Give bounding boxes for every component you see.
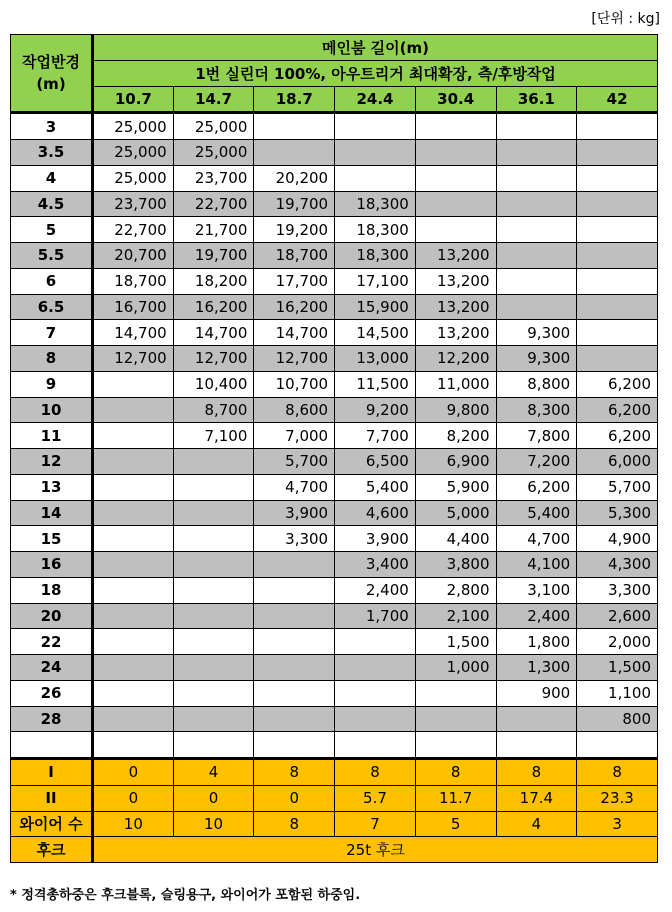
load-cell [415, 680, 496, 706]
load-cell: 7,000 [254, 423, 335, 449]
load-cell: 18,300 [335, 217, 416, 243]
load-cell: 5,400 [496, 500, 577, 526]
load-cell [93, 449, 174, 475]
radius-cell: 3.5 [11, 140, 93, 166]
table-row [11, 552, 658, 578]
load-cell: 6,200 [577, 397, 658, 423]
footer-cell: 3 [577, 811, 658, 837]
load-cell [415, 191, 496, 217]
table-row [11, 346, 658, 372]
load-cell [335, 629, 416, 655]
load-cell [254, 113, 335, 140]
load-cell [415, 140, 496, 166]
load-cell [577, 320, 658, 346]
load-cell: 23,700 [93, 191, 174, 217]
load-cell: 4,600 [335, 500, 416, 526]
load-cell: 7,200 [496, 449, 577, 475]
table-row [11, 423, 658, 449]
load-cell: 2,400 [496, 603, 577, 629]
load-cell: 18,700 [254, 243, 335, 269]
load-cell [496, 165, 577, 191]
load-cell [577, 140, 658, 166]
load-cell: 19,200 [254, 217, 335, 243]
table-row [11, 268, 658, 294]
load-cell: 11,500 [335, 371, 416, 397]
hook-value: 25t 후크 [93, 837, 658, 863]
radius-cell: 9 [11, 371, 93, 397]
load-cell [173, 577, 254, 603]
radius-cell: 6 [11, 268, 93, 294]
load-cell: 14,500 [335, 320, 416, 346]
footer-row [11, 759, 658, 786]
load-cell [496, 191, 577, 217]
load-cell: 5,900 [415, 474, 496, 500]
load-cell [93, 500, 174, 526]
table-row [11, 732, 658, 759]
load-cell: 3,300 [254, 526, 335, 552]
load-cell: 3,300 [577, 577, 658, 603]
load-cell: 800 [577, 706, 658, 732]
boom-length-header: 30.4 [415, 86, 496, 113]
radius-cell: 15 [11, 526, 93, 552]
load-cell [254, 552, 335, 578]
load-cell: 18,200 [173, 268, 254, 294]
table-row [11, 217, 658, 243]
boom-length-header: 18.7 [254, 86, 335, 113]
load-cell [577, 346, 658, 372]
load-cell [415, 732, 496, 759]
load-cell: 23,700 [173, 165, 254, 191]
footer-row [11, 811, 658, 837]
load-cell: 14,700 [254, 320, 335, 346]
load-cell: 3,400 [335, 552, 416, 578]
radius-cell: 3 [11, 113, 93, 140]
load-cell: 12,700 [254, 346, 335, 372]
load-cell [415, 113, 496, 140]
load-cell [577, 732, 658, 759]
load-cell [496, 732, 577, 759]
hook-row [11, 837, 658, 863]
load-cell [93, 655, 174, 681]
table-row [11, 165, 658, 191]
header-title: 메인붐 길이(m) [93, 35, 658, 61]
load-cell: 9,300 [496, 346, 577, 372]
load-cell: 12,200 [415, 346, 496, 372]
load-cell [254, 577, 335, 603]
load-cell [173, 655, 254, 681]
load-cell [496, 140, 577, 166]
load-cell: 25,000 [173, 113, 254, 140]
load-cell [173, 526, 254, 552]
load-cell: 4,700 [496, 526, 577, 552]
load-cell: 13,200 [415, 243, 496, 269]
load-cell [93, 423, 174, 449]
load-cell [335, 680, 416, 706]
load-cell: 6,200 [496, 474, 577, 500]
load-cell: 1,100 [577, 680, 658, 706]
table-row [11, 294, 658, 320]
load-cell: 6,900 [415, 449, 496, 475]
corner-label-line1: 작업반경 [22, 53, 80, 72]
load-cell: 1,000 [415, 655, 496, 681]
load-cell [254, 732, 335, 759]
load-cell: 13,200 [415, 294, 496, 320]
load-cell [173, 552, 254, 578]
radius-cell: 20 [11, 603, 93, 629]
load-cell: 4,100 [496, 552, 577, 578]
load-cell: 22,700 [173, 191, 254, 217]
footer-cell: 10 [93, 811, 174, 837]
load-cell: 1,500 [415, 629, 496, 655]
load-cell: 9,300 [496, 320, 577, 346]
load-cell: 4,700 [254, 474, 335, 500]
radius-cell: 5 [11, 217, 93, 243]
load-cell: 4,400 [415, 526, 496, 552]
radius-cell: 14 [11, 500, 93, 526]
boom-length-header: 14.7 [173, 86, 254, 113]
load-cell [93, 552, 174, 578]
footer-cell: 23.3 [577, 785, 658, 811]
load-cell [335, 732, 416, 759]
footer-cell: 8 [496, 759, 577, 786]
load-cell: 4,900 [577, 526, 658, 552]
load-cell: 25,000 [93, 140, 174, 166]
table-row [11, 680, 658, 706]
load-cell: 16,200 [254, 294, 335, 320]
footer-cell: 5 [415, 811, 496, 837]
load-cell: 900 [496, 680, 577, 706]
boom-length-row [11, 86, 658, 113]
load-cell: 15,900 [335, 294, 416, 320]
load-cell: 1,300 [496, 655, 577, 681]
radius-cell: 13 [11, 474, 93, 500]
footer-cell: 0 [254, 785, 335, 811]
load-cell [93, 577, 174, 603]
load-cell: 10,700 [254, 371, 335, 397]
table-row [11, 449, 658, 475]
footer-cell: 8 [254, 811, 335, 837]
load-cell: 1,500 [577, 655, 658, 681]
footer-row [11, 785, 658, 811]
load-cell: 12,700 [173, 346, 254, 372]
load-cell: 8,700 [173, 397, 254, 423]
load-cell [335, 113, 416, 140]
load-cell: 14,700 [173, 320, 254, 346]
load-cell [93, 397, 174, 423]
load-cell [577, 217, 658, 243]
load-cell: 5,400 [335, 474, 416, 500]
load-cell: 6,000 [577, 449, 658, 475]
load-cell: 9,800 [415, 397, 496, 423]
load-cell: 9,200 [335, 397, 416, 423]
load-cell: 19,700 [254, 191, 335, 217]
radius-cell: 8 [11, 346, 93, 372]
load-cell: 3,800 [415, 552, 496, 578]
load-cell: 18,300 [335, 243, 416, 269]
load-cell: 3,900 [254, 500, 335, 526]
load-cell [173, 449, 254, 475]
load-cell [496, 706, 577, 732]
load-cell: 6,200 [577, 371, 658, 397]
load-cell [415, 165, 496, 191]
footer-cell: 5.7 [335, 785, 416, 811]
load-cell: 6,500 [335, 449, 416, 475]
radius-cell: 28 [11, 706, 93, 732]
load-cell: 13,200 [415, 268, 496, 294]
load-cell: 17,700 [254, 268, 335, 294]
load-cell: 10,400 [173, 371, 254, 397]
load-cell: 2,100 [415, 603, 496, 629]
load-cell: 21,700 [173, 217, 254, 243]
load-cell: 7,800 [496, 423, 577, 449]
load-cell: 20,700 [93, 243, 174, 269]
load-cell: 5,700 [254, 449, 335, 475]
load-cell: 14,700 [93, 320, 174, 346]
table-row [11, 500, 658, 526]
load-cell [93, 474, 174, 500]
load-cell: 5,000 [415, 500, 496, 526]
load-cell: 8,800 [496, 371, 577, 397]
footer-cell: 4 [496, 811, 577, 837]
load-cell: 1,700 [335, 603, 416, 629]
load-cell: 25,000 [173, 140, 254, 166]
load-cell [254, 655, 335, 681]
load-cell: 13,200 [415, 320, 496, 346]
load-cell [415, 217, 496, 243]
footer-label: 와이어 수 [11, 811, 93, 837]
footer-label: II [11, 785, 93, 811]
table-row [11, 243, 658, 269]
load-cell: 8,200 [415, 423, 496, 449]
load-cell [93, 732, 174, 759]
boom-length-header: 24.4 [335, 86, 416, 113]
load-cell [173, 680, 254, 706]
radius-cell: 18 [11, 577, 93, 603]
load-cell: 16,700 [93, 294, 174, 320]
footer-cell: 8 [577, 759, 658, 786]
load-cell [93, 371, 174, 397]
load-cell [335, 655, 416, 681]
radius-cell: 24 [11, 655, 93, 681]
footer-cell: 8 [415, 759, 496, 786]
footer-cell: 4 [173, 759, 254, 786]
load-cell [577, 113, 658, 140]
footer-cell: 0 [93, 785, 174, 811]
table-row [11, 474, 658, 500]
load-cell [254, 140, 335, 166]
load-cell: 2,800 [415, 577, 496, 603]
load-cell: 2,400 [335, 577, 416, 603]
load-cell: 8,600 [254, 397, 335, 423]
footer-cell: 0 [173, 785, 254, 811]
load-cell: 22,700 [93, 217, 174, 243]
table-row [11, 320, 658, 346]
corner-label-line2: (m) [36, 75, 66, 94]
unit-label: [단위 : kg] [591, 11, 660, 27]
radius-cell: 4 [11, 165, 93, 191]
table-row [11, 140, 658, 166]
load-cell [577, 294, 658, 320]
footer-cell: 10 [173, 811, 254, 837]
table-row [11, 706, 658, 732]
load-cell: 25,000 [93, 165, 174, 191]
table-row [11, 526, 658, 552]
load-cell [254, 706, 335, 732]
load-cell: 8,300 [496, 397, 577, 423]
load-cell [173, 732, 254, 759]
table-row [11, 191, 658, 217]
radius-cell: 7 [11, 320, 93, 346]
load-cell [496, 113, 577, 140]
load-cell [577, 165, 658, 191]
load-cell [173, 603, 254, 629]
load-cell [335, 140, 416, 166]
table-row [11, 397, 658, 423]
load-cell [335, 706, 416, 732]
hook-label: 후크 [11, 837, 93, 863]
footer-cell: 7 [335, 811, 416, 837]
load-chart-table [10, 34, 658, 863]
radius-cell: 6.5 [11, 294, 93, 320]
radius-cell: 10 [11, 397, 93, 423]
radius-cell: 5.5 [11, 243, 93, 269]
load-cell [496, 243, 577, 269]
load-cell: 20,200 [254, 165, 335, 191]
footer-cell: 11.7 [415, 785, 496, 811]
load-cell: 3,100 [496, 577, 577, 603]
load-cell: 6,200 [577, 423, 658, 449]
footer-cell: 8 [335, 759, 416, 786]
load-cell [173, 474, 254, 500]
load-cell [93, 603, 174, 629]
load-cell [496, 268, 577, 294]
load-cell [415, 706, 496, 732]
table-row [11, 371, 658, 397]
radius-cell: 26 [11, 680, 93, 706]
load-cell [335, 165, 416, 191]
radius-cell: 4.5 [11, 191, 93, 217]
load-cell [173, 706, 254, 732]
load-cell: 5,700 [577, 474, 658, 500]
load-cell: 11,000 [415, 371, 496, 397]
boom-length-header: 10.7 [93, 86, 174, 113]
load-cell [254, 603, 335, 629]
boom-length-header: 42 [577, 86, 658, 113]
load-cell [496, 294, 577, 320]
table-row [11, 113, 658, 140]
header-subtitle: 1번 실린더 100%, 아우트리거 최대확장, 측/후방작업 [93, 60, 658, 86]
load-cell [173, 629, 254, 655]
load-cell [93, 680, 174, 706]
load-cell [173, 500, 254, 526]
load-cell: 5,300 [577, 500, 658, 526]
footer-cell: 17.4 [496, 785, 577, 811]
load-cell [254, 629, 335, 655]
table-row [11, 603, 658, 629]
table-row [11, 655, 658, 681]
footer-cell: 0 [93, 759, 174, 786]
load-cell [93, 706, 174, 732]
load-cell [254, 680, 335, 706]
radius-cell: 12 [11, 449, 93, 475]
load-cell: 18,700 [93, 268, 174, 294]
load-cell: 7,100 [173, 423, 254, 449]
footnote: * 정격총하중은 후크블록, 슬링용구, 와이어가 포함된 하중임. [10, 888, 361, 903]
load-cell [93, 526, 174, 552]
corner-header [11, 35, 93, 113]
load-cell [577, 268, 658, 294]
load-cell: 18,300 [335, 191, 416, 217]
radius-cell: 11 [11, 423, 93, 449]
load-cell: 19,700 [173, 243, 254, 269]
radius-cell: 16 [11, 552, 93, 578]
table-row [11, 629, 658, 655]
load-cell: 25,000 [93, 113, 174, 140]
load-cell: 1,800 [496, 629, 577, 655]
load-cell [93, 629, 174, 655]
radius-cell [11, 732, 93, 759]
load-cell: 3,900 [335, 526, 416, 552]
load-cell: 7,700 [335, 423, 416, 449]
load-cell: 12,700 [93, 346, 174, 372]
boom-length-header: 36.1 [496, 86, 577, 113]
footer-label: I [11, 759, 93, 786]
load-cell: 2,600 [577, 603, 658, 629]
table-row [11, 577, 658, 603]
load-cell: 13,000 [335, 346, 416, 372]
load-cell [577, 191, 658, 217]
load-cell: 2,000 [577, 629, 658, 655]
load-cell: 4,300 [577, 552, 658, 578]
load-cell: 17,100 [335, 268, 416, 294]
load-cell [496, 217, 577, 243]
load-cell [577, 243, 658, 269]
load-cell: 16,200 [173, 294, 254, 320]
radius-cell: 22 [11, 629, 93, 655]
footer-cell: 8 [254, 759, 335, 786]
